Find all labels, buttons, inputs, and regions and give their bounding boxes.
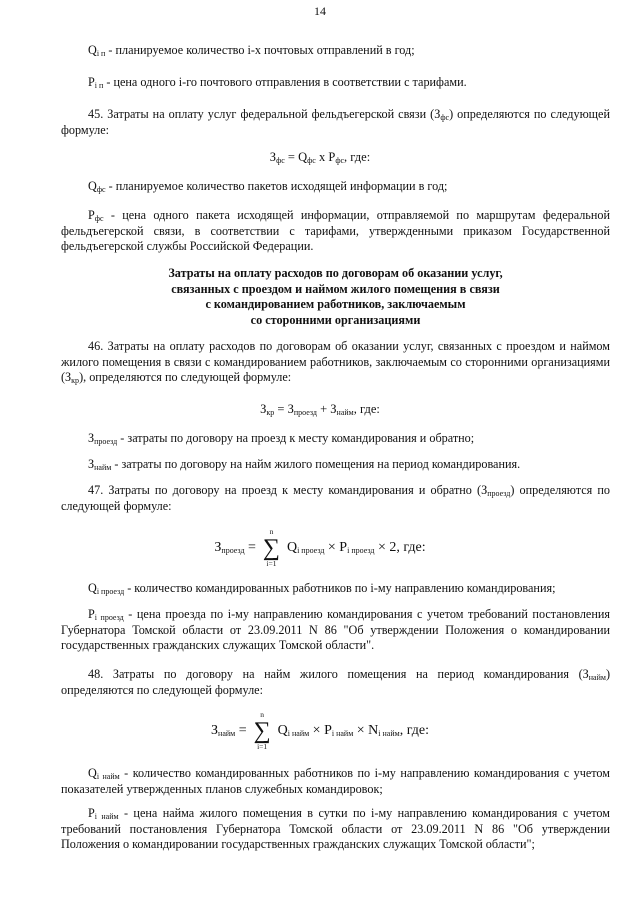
definition-p-postal: $P_{i п}$ - цена одного i-го почтового отправления в соответствии с тарифами. — [88, 75, 467, 90]
section-heading: Затраты на оплату расходов по договорам об оказании услуг, связанных с проездом и наймом жилого помещения в связи с командированием работников, заключаемым со сторонними организациями — [168, 266, 503, 327]
definition-p-courier: $P_{фс}$ - цена одного пакета исходящей информации, отправляемой по маршрутам федеральной фельдъегерской связи, в соответствии с тарифами, утвержденными приказом Государственной фельдъегерской службы Российской Федерации. — [61, 208, 610, 253]
definition-q-postal: $Q_{i п}$ - планируемое количество i-х почтовых отправлений в год; — [88, 43, 415, 58]
formula-travel-total: $З_{кр} = З_{проезд} + З_{найм}$, где: — [260, 402, 380, 417]
formula-courier: $З_{фс} = Q_{фс}$ x $P_{фс}$, где: — [269, 150, 371, 165]
paragraph-46: 46. Затраты на оплату расходов по договорам об оказании услуг, связанных с проездом и наймом жилого помещения в связи с командированием работников, заключаемым со сторонними организациями $(З_{кр})$, определяются по следующей формуле: — [61, 339, 610, 385]
definition-p-lodging: $P_{i найм}$ - цена найма жилого помещения в сутки по i-му направлению командирования с учетом требований постановления Губернатора Томской области от 23.09.2011 N 86 "Об утверждении Положения о командировании государственных гражданских служащих Томской области"; — [61, 806, 610, 851]
paragraph-48: 48. Затраты по договору на найм жилого помещения на период командирования $(З_{найм})$ определяются по следующей формуле: — [61, 667, 610, 697]
definition-q-lodging: $Q_{i найм}$ - количество командированных работников по i-му направлению командирования с учетом показателей утвержденных планов служебных командировок; — [61, 766, 610, 796]
definition-z-travel: $З_{проезд}$ - затраты по договору на проезд к месту командирования и обратно; — [88, 431, 475, 446]
definition-z-lodging: $З_{найм}$ - затраты по договору на найм жилого помещения на период командирования. — [88, 457, 521, 472]
definition-q-courier: $Q_{фс}$ - планируемое количество пакетов исходящей информации в год; — [88, 179, 448, 194]
formula-travel: $З_{проезд}$ = n ∑ i=1 $Q_{i проезд} \times P_{i проезд} \times 2$, где: — [214, 527, 426, 568]
paragraph-47: 47. Затраты по договору на проезд к месту командирования и обратно $(З_{проезд})$ определяются по следующей формуле: — [61, 483, 610, 513]
definition-q-travel: $Q_{i проезд}$ - количество командированных работников по i-му направлению командирования; — [88, 581, 556, 596]
formula-lodging: $З_{найм}$ = n ∑ i=1 $Q_{i найм} \times P_{i найм} \times N_{i найм}$, где: — [211, 710, 429, 751]
paragraph-45: 45. Затраты на оплату услуг федеральной фельдъегерской связи $(З_{фс})$ определяются по следующей формуле: — [61, 107, 610, 137]
sum-operator: n ∑ i=1 — [262, 527, 280, 568]
definition-p-travel: $P_{i проезд}$ - цена проезда по i-му направлению командирования с учетом требований постановления Губернатора Томской области от 23.09.2011 N 86 "Об утверждении Положения о командировании государственных гражданских служащих Томской области". — [61, 607, 610, 652]
page-number: 14 — [314, 4, 326, 18]
sum-operator: n ∑ i=1 — [253, 710, 271, 751]
